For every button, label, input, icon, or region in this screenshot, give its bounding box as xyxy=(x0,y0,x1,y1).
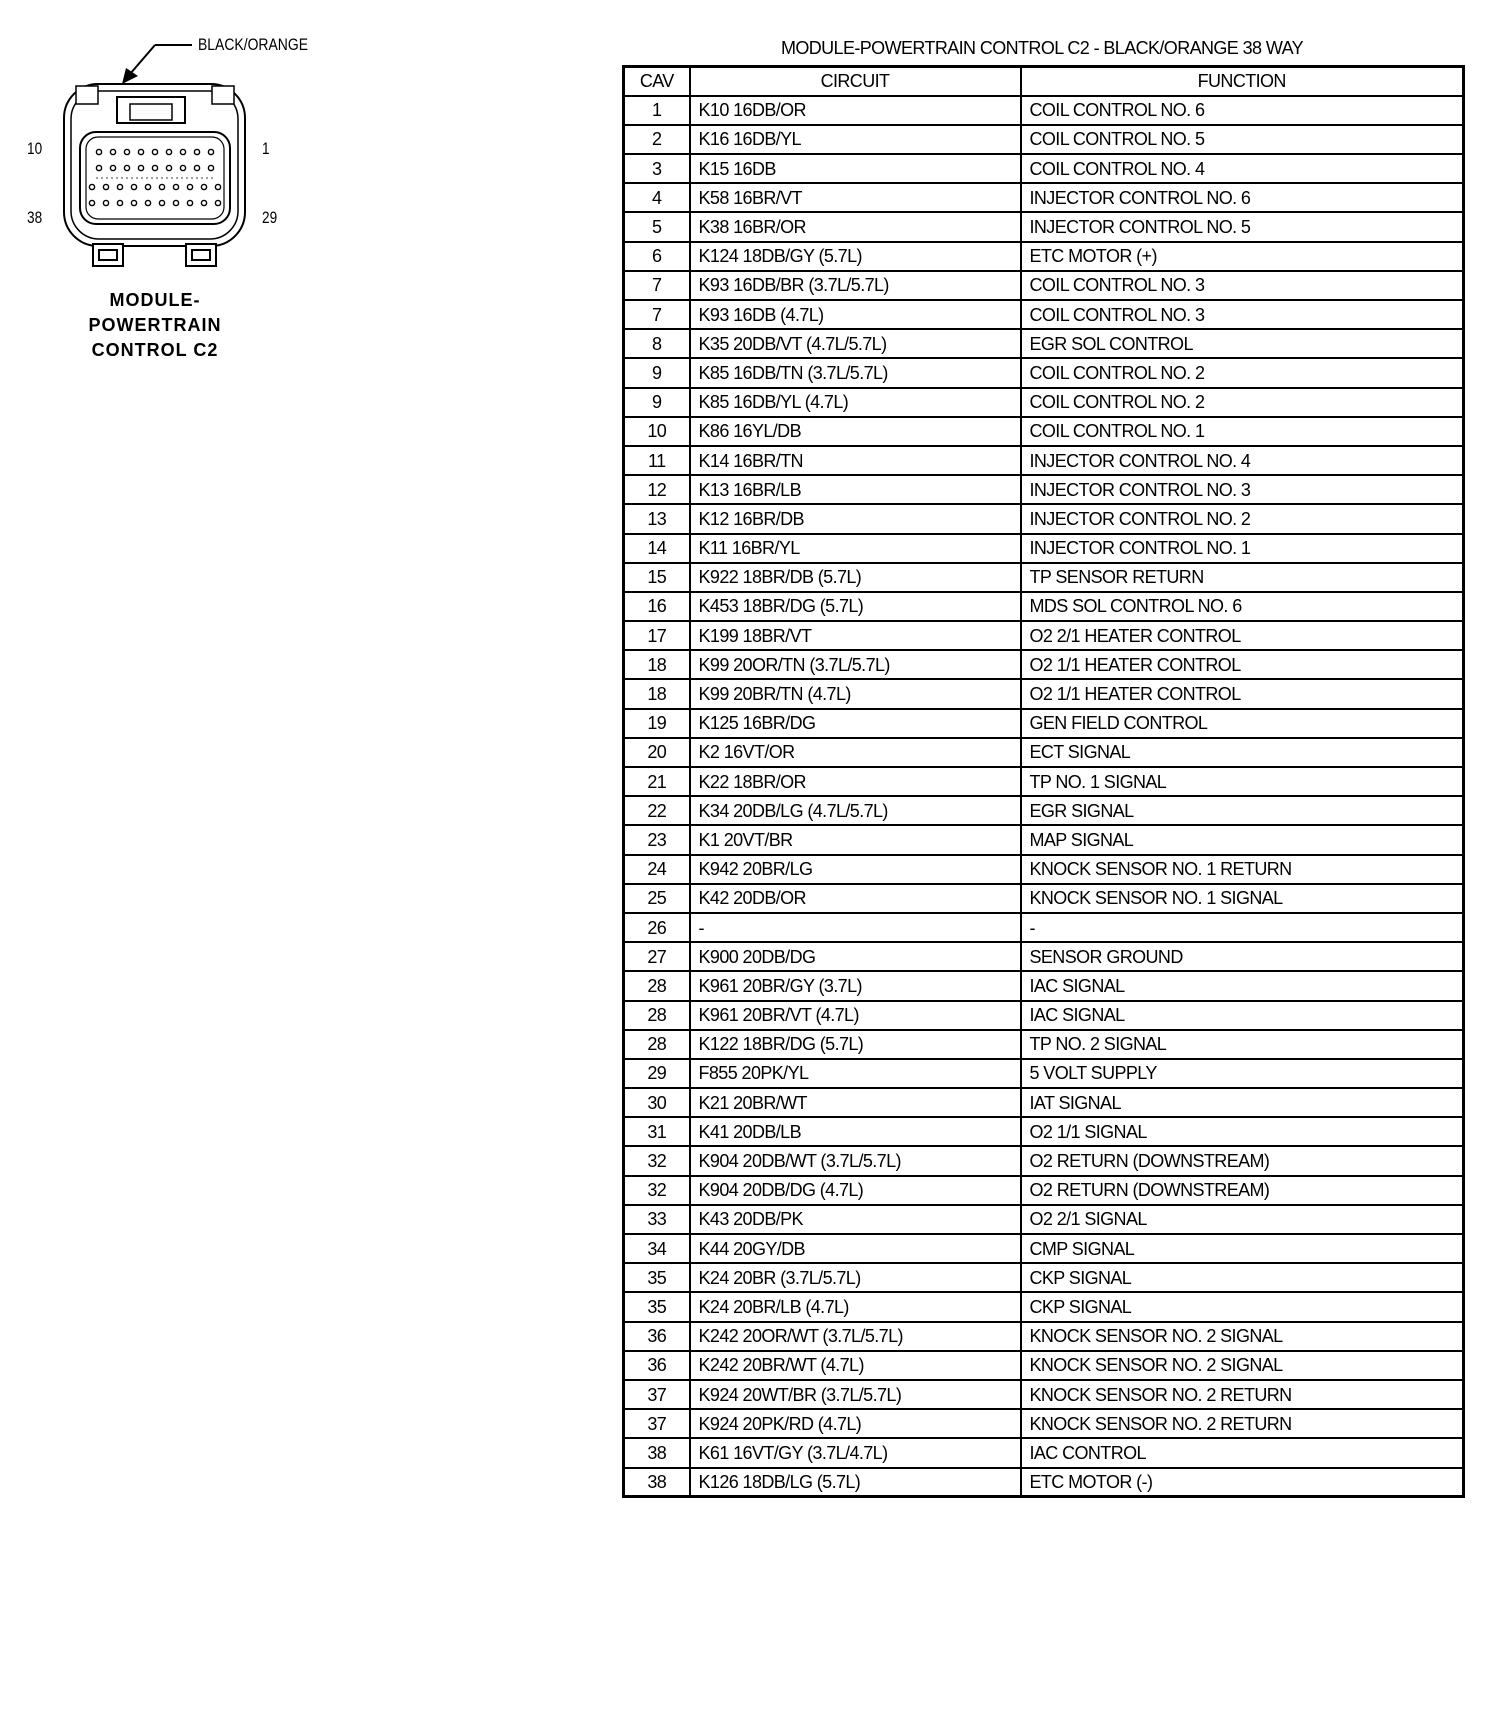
table-row xyxy=(624,183,1464,212)
function-cell: CKP SIGNAL xyxy=(1021,1292,1464,1321)
pin-cavity xyxy=(166,149,171,154)
cav-cell: 28 xyxy=(624,1001,690,1030)
pin-cavity xyxy=(131,200,136,205)
circuit-cell: K99 20OR/TN (3.7L/5.7L) xyxy=(690,650,1021,679)
pinout-table-body xyxy=(624,96,1464,1497)
table-row xyxy=(624,1438,1464,1467)
function-cell: ECT SIGNAL xyxy=(1021,738,1464,767)
function-cell: COIL CONTROL NO. 2 xyxy=(1021,388,1464,417)
cav-cell: 22 xyxy=(624,796,690,825)
function-cell: TP NO. 1 SIGNAL xyxy=(1021,767,1464,796)
function-cell: SENSOR GROUND xyxy=(1021,942,1464,971)
connector-ear-left xyxy=(76,86,98,104)
connector-latch-window xyxy=(130,104,172,120)
table-row xyxy=(624,125,1464,154)
cav-cell: 38 xyxy=(624,1468,690,1497)
table-row xyxy=(624,212,1464,241)
pin-cavity xyxy=(124,165,129,170)
cav-cell: 25 xyxy=(624,884,690,913)
cav-cell: 3 xyxy=(624,154,690,183)
cav-cell: 1 xyxy=(624,96,690,125)
circuit-cell: K35 20DB/VT (4.7L/5.7L) xyxy=(690,329,1021,358)
pin-cavity xyxy=(180,149,185,154)
function-cell: O2 1/1 HEATER CONTROL xyxy=(1021,679,1464,708)
pin-cavity xyxy=(201,200,206,205)
cav-cell: 5 xyxy=(624,212,690,241)
cav-cell: 15 xyxy=(624,563,690,592)
table-row xyxy=(624,796,1464,825)
function-cell: O2 1/1 SIGNAL xyxy=(1021,1117,1464,1146)
circuit-cell: K12 16BR/DB xyxy=(690,504,1021,533)
connector-name-line: MODULE- xyxy=(109,290,201,310)
table-row xyxy=(624,1234,1464,1263)
circuit-cell: F855 20PK/YL xyxy=(690,1059,1021,1088)
table-row xyxy=(624,563,1464,592)
function-cell: KNOCK SENSOR NO. 2 SIGNAL xyxy=(1021,1351,1464,1380)
pin-cavity xyxy=(215,184,220,189)
cav-cell: 31 xyxy=(624,1117,690,1146)
connector-name-line: POWERTRAIN xyxy=(88,315,222,335)
function-cell: IAC CONTROL xyxy=(1021,1438,1464,1467)
table-row xyxy=(624,242,1464,271)
cav-cell: 2 xyxy=(624,125,690,154)
cav-cell: 35 xyxy=(624,1292,690,1321)
table-row xyxy=(624,913,1464,942)
circuit-cell: K44 20GY/DB xyxy=(690,1234,1021,1263)
pin-cavity xyxy=(173,184,178,189)
cav-cell: 13 xyxy=(624,504,690,533)
circuit-cell: K24 20BR/LB (4.7L) xyxy=(690,1292,1021,1321)
function-cell: O2 RETURN (DOWNSTREAM) xyxy=(1021,1176,1464,1205)
circuit-cell: K924 20PK/RD (4.7L) xyxy=(690,1409,1021,1438)
circuit-cell: K904 20DB/WT (3.7L/5.7L) xyxy=(690,1146,1021,1175)
function-cell: EGR SOL CONTROL xyxy=(1021,329,1464,358)
function-cell: EGR SIGNAL xyxy=(1021,796,1464,825)
table-row xyxy=(624,825,1464,854)
pin-cavity xyxy=(208,165,213,170)
circuit-cell: K126 18DB/LG (5.7L) xyxy=(690,1468,1021,1497)
circuit-cell: K961 20BR/GY (3.7L) xyxy=(690,971,1021,1000)
table-row xyxy=(624,1292,1464,1321)
cav-cell: 18 xyxy=(624,650,690,679)
function-cell: MDS SOL CONTROL NO. 6 xyxy=(1021,592,1464,621)
table-row xyxy=(624,1380,1464,1409)
table-row xyxy=(624,417,1464,446)
cav-cell: 20 xyxy=(624,738,690,767)
function-cell: KNOCK SENSOR NO. 1 RETURN xyxy=(1021,855,1464,884)
cav-cell: 30 xyxy=(624,1088,690,1117)
table-row xyxy=(624,96,1464,125)
circuit-cell: K99 20BR/TN (4.7L) xyxy=(690,679,1021,708)
function-cell: KNOCK SENSOR NO. 1 SIGNAL xyxy=(1021,884,1464,913)
pin-cavity xyxy=(89,184,94,189)
pin-cavity xyxy=(117,200,122,205)
pin-cavity xyxy=(117,184,122,189)
connector-feet xyxy=(93,244,216,266)
circuit-cell: K900 20DB/DG xyxy=(690,942,1021,971)
cav-cell: 10 xyxy=(624,417,690,446)
function-cell: INJECTOR CONTROL NO. 4 xyxy=(1021,446,1464,475)
function-cell: KNOCK SENSOR NO. 2 RETURN xyxy=(1021,1409,1464,1438)
cav-cell: 28 xyxy=(624,971,690,1000)
table-row xyxy=(624,329,1464,358)
table-row xyxy=(624,679,1464,708)
cav-cell: 33 xyxy=(624,1205,690,1234)
column-header-function: FUNCTION xyxy=(1021,67,1464,96)
color-callout-leader xyxy=(130,45,192,74)
function-cell: KNOCK SENSOR NO. 2 RETURN xyxy=(1021,1380,1464,1409)
table-row xyxy=(624,1351,1464,1380)
cav-cell: 16 xyxy=(624,592,690,621)
table-row xyxy=(624,767,1464,796)
circuit-cell: K85 16DB/TN (3.7L/5.7L) xyxy=(690,358,1021,387)
column-header-circuit: CIRCUIT xyxy=(690,67,1021,96)
table-row xyxy=(624,504,1464,533)
function-cell: COIL CONTROL NO. 6 xyxy=(1021,96,1464,125)
circuit-cell: K1 20VT/BR xyxy=(690,825,1021,854)
circuit-cell: K14 16BR/TN xyxy=(690,446,1021,475)
circuit-cell: K15 16DB xyxy=(690,154,1021,183)
table-row xyxy=(624,1409,1464,1438)
cav-cell: 6 xyxy=(624,242,690,271)
function-cell: 5 VOLT SUPPLY xyxy=(1021,1059,1464,1088)
circuit-cell: K61 16VT/GY (3.7L/4.7L) xyxy=(690,1438,1021,1467)
circuit-cell: K924 20WT/BR (3.7L/5.7L) xyxy=(690,1380,1021,1409)
table-row xyxy=(624,650,1464,679)
circuit-cell: K85 16DB/YL (4.7L) xyxy=(690,388,1021,417)
table-row xyxy=(624,271,1464,300)
table-row xyxy=(624,1117,1464,1146)
pin-cavity xyxy=(145,184,150,189)
circuit-cell: K11 16BR/YL xyxy=(690,534,1021,563)
circuit-cell: K125 16BR/DG xyxy=(690,709,1021,738)
table-row xyxy=(624,1146,1464,1175)
cav-cell: 29 xyxy=(624,1059,690,1088)
cav-cell: 32 xyxy=(624,1176,690,1205)
function-cell: ETC MOTOR (+) xyxy=(1021,242,1464,271)
cav-cell: 19 xyxy=(624,709,690,738)
table-row xyxy=(624,358,1464,387)
pin-cavity xyxy=(208,149,213,154)
function-cell: INJECTOR CONTROL NO. 1 xyxy=(1021,534,1464,563)
circuit-cell: K199 18BR/VT xyxy=(690,621,1021,650)
function-cell: O2 1/1 HEATER CONTROL xyxy=(1021,650,1464,679)
cav-cell: 36 xyxy=(624,1322,690,1351)
circuit-cell: K41 20DB/LB xyxy=(690,1117,1021,1146)
table-row xyxy=(624,1468,1464,1497)
table-row xyxy=(624,592,1464,621)
table-row xyxy=(624,884,1464,913)
function-cell: CKP SIGNAL xyxy=(1021,1263,1464,1292)
function-cell: GEN FIELD CONTROL xyxy=(1021,709,1464,738)
function-cell: IAT SIGNAL xyxy=(1021,1088,1464,1117)
callout-arrowhead xyxy=(122,68,138,84)
circuit-cell: K961 20BR/VT (4.7L) xyxy=(690,1001,1021,1030)
pin-cavity xyxy=(194,149,199,154)
table-row xyxy=(624,388,1464,417)
pin-label-bottom-right: 29 xyxy=(262,208,278,227)
pin-cavity xyxy=(124,149,129,154)
pin-cavity xyxy=(131,184,136,189)
cav-cell: 37 xyxy=(624,1409,690,1438)
function-cell: INJECTOR CONTROL NO. 2 xyxy=(1021,504,1464,533)
pinout-table xyxy=(622,65,1465,1498)
table-row xyxy=(624,1059,1464,1088)
cav-cell: 28 xyxy=(624,1030,690,1059)
pin-cavity xyxy=(166,165,171,170)
table-row xyxy=(624,534,1464,563)
cav-cell: 17 xyxy=(624,621,690,650)
pin-cavity xyxy=(159,184,164,189)
pin-cavity xyxy=(159,200,164,205)
table-row xyxy=(624,1030,1464,1059)
function-cell: INJECTOR CONTROL NO. 3 xyxy=(1021,475,1464,504)
connector-name xyxy=(60,288,250,363)
pin-cavity xyxy=(110,165,115,170)
cav-cell: 26 xyxy=(624,913,690,942)
cav-cell: 23 xyxy=(624,825,690,854)
pin-cavity xyxy=(201,184,206,189)
table-row xyxy=(624,971,1464,1000)
pin-cavity xyxy=(103,200,108,205)
function-cell: INJECTOR CONTROL NO. 6 xyxy=(1021,183,1464,212)
circuit-cell: K58 16BR/VT xyxy=(690,183,1021,212)
circuit-cell: K453 18BR/DG (5.7L) xyxy=(690,592,1021,621)
pin-cavity xyxy=(145,200,150,205)
function-cell: COIL CONTROL NO. 3 xyxy=(1021,271,1464,300)
circuit-cell: - xyxy=(690,913,1021,942)
circuit-cell: K922 18BR/DB (5.7L) xyxy=(690,563,1021,592)
circuit-cell: K13 16BR/LB xyxy=(690,475,1021,504)
circuit-cell: K242 20BR/WT (4.7L) xyxy=(690,1351,1021,1380)
pin-label-top-left: 10 xyxy=(27,139,43,158)
circuit-cell: K21 20BR/WT xyxy=(690,1088,1021,1117)
table-row xyxy=(624,709,1464,738)
column-header-cav: CAV xyxy=(624,67,690,96)
table-row xyxy=(624,475,1464,504)
function-cell: - xyxy=(1021,913,1464,942)
function-cell: COIL CONTROL NO. 4 xyxy=(1021,154,1464,183)
circuit-cell: K93 16DB/BR (3.7L/5.7L) xyxy=(690,271,1021,300)
pin-cavity xyxy=(103,184,108,189)
function-cell: O2 2/1 HEATER CONTROL xyxy=(1021,621,1464,650)
cav-cell: 34 xyxy=(624,1234,690,1263)
pin-cavity xyxy=(180,165,185,170)
table-title: MODULE-POWERTRAIN CONTROL C2 - BLACK/ORANGE 38 WAY xyxy=(780,38,1304,58)
table-header-row xyxy=(624,67,1464,96)
pin-cavity xyxy=(138,165,143,170)
function-cell: KNOCK SENSOR NO. 2 SIGNAL xyxy=(1021,1322,1464,1351)
circuit-cell: K16 16DB/YL xyxy=(690,125,1021,154)
cav-cell: 24 xyxy=(624,855,690,884)
table-row xyxy=(624,154,1464,183)
cav-cell: 38 xyxy=(624,1438,690,1467)
table-row xyxy=(624,300,1464,329)
function-cell: ETC MOTOR (-) xyxy=(1021,1468,1464,1497)
circuit-cell: K242 20OR/WT (3.7L/5.7L) xyxy=(690,1322,1021,1351)
circuit-cell: K24 20BR (3.7L/5.7L) xyxy=(690,1263,1021,1292)
pin-label-bottom-left: 38 xyxy=(27,208,43,227)
pin-cavity xyxy=(194,165,199,170)
pin-cavity xyxy=(110,149,115,154)
table-row xyxy=(624,1205,1464,1234)
cav-cell: 11 xyxy=(624,446,690,475)
circuit-cell: K43 20DB/PK xyxy=(690,1205,1021,1234)
table-row xyxy=(624,1001,1464,1030)
cav-cell: 7 xyxy=(624,300,690,329)
function-cell: IAC SIGNAL xyxy=(1021,971,1464,1000)
function-cell: INJECTOR CONTROL NO. 5 xyxy=(1021,212,1464,241)
function-cell: COIL CONTROL NO. 3 xyxy=(1021,300,1464,329)
table-row xyxy=(624,1176,1464,1205)
pin-cavity xyxy=(173,200,178,205)
connector-ear-right xyxy=(212,86,234,104)
pin-cavity xyxy=(96,165,101,170)
function-cell: TP SENSOR RETURN xyxy=(1021,563,1464,592)
circuit-cell: K38 16BR/OR xyxy=(690,212,1021,241)
table-row xyxy=(624,446,1464,475)
cav-cell: 8 xyxy=(624,329,690,358)
cav-cell: 9 xyxy=(624,358,690,387)
circuit-cell: K122 18BR/DG (5.7L) xyxy=(690,1030,1021,1059)
connector-name-line: CONTROL C2 xyxy=(91,340,219,360)
circuit-cell: K86 16YL/DB xyxy=(690,417,1021,446)
function-cell: MAP SIGNAL xyxy=(1021,825,1464,854)
function-cell: COIL CONTROL NO. 1 xyxy=(1021,417,1464,446)
circuit-cell: K942 20BR/LG xyxy=(690,855,1021,884)
function-cell: COIL CONTROL NO. 5 xyxy=(1021,125,1464,154)
table-row xyxy=(624,621,1464,650)
pin-cavity xyxy=(215,200,220,205)
circuit-cell: K10 16DB/OR xyxy=(690,96,1021,125)
cav-cell: 35 xyxy=(624,1263,690,1292)
pin-cavity xyxy=(89,200,94,205)
function-cell: COIL CONTROL NO. 2 xyxy=(1021,358,1464,387)
circuit-cell: K904 20DB/DG (4.7L) xyxy=(690,1176,1021,1205)
table-row xyxy=(624,942,1464,971)
circuit-cell: K124 18DB/GY (5.7L) xyxy=(690,242,1021,271)
function-cell: O2 2/1 SIGNAL xyxy=(1021,1205,1464,1234)
circuit-cell: K2 16VT/OR xyxy=(690,738,1021,767)
pin-cavity xyxy=(152,165,157,170)
function-cell: TP NO. 2 SIGNAL xyxy=(1021,1030,1464,1059)
function-cell: IAC SIGNAL xyxy=(1021,1001,1464,1030)
cav-cell: 4 xyxy=(624,183,690,212)
pin-cavity xyxy=(138,149,143,154)
connector-color-label: BLACK/ORANGE xyxy=(198,35,309,54)
circuit-cell: K42 20DB/OR xyxy=(690,884,1021,913)
table-row xyxy=(624,1322,1464,1351)
circuit-cell: K22 18BR/OR xyxy=(690,767,1021,796)
pin-cavity xyxy=(96,149,101,154)
cav-cell: 27 xyxy=(624,942,690,971)
pin-cavity xyxy=(152,149,157,154)
circuit-cell: K34 20DB/LG (4.7L/5.7L) xyxy=(690,796,1021,825)
cav-cell: 21 xyxy=(624,767,690,796)
pin-label-top-right: 1 xyxy=(262,139,270,158)
cav-cell: 32 xyxy=(624,1146,690,1175)
table-row xyxy=(624,855,1464,884)
cav-cell: 9 xyxy=(624,388,690,417)
connector-diagram xyxy=(0,0,360,400)
cav-cell: 18 xyxy=(624,679,690,708)
circuit-cell: K93 16DB (4.7L) xyxy=(690,300,1021,329)
cav-cell: 36 xyxy=(624,1351,690,1380)
cav-cell: 37 xyxy=(624,1380,690,1409)
pin-cavity xyxy=(187,184,192,189)
function-cell: O2 RETURN (DOWNSTREAM) xyxy=(1021,1146,1464,1175)
table-row xyxy=(624,738,1464,767)
pin-cavity xyxy=(187,200,192,205)
function-cell: CMP SIGNAL xyxy=(1021,1234,1464,1263)
cav-cell: 14 xyxy=(624,534,690,563)
table-row xyxy=(624,1263,1464,1292)
table-row xyxy=(624,1088,1464,1117)
cav-cell: 12 xyxy=(624,475,690,504)
cav-cell: 7 xyxy=(624,271,690,300)
